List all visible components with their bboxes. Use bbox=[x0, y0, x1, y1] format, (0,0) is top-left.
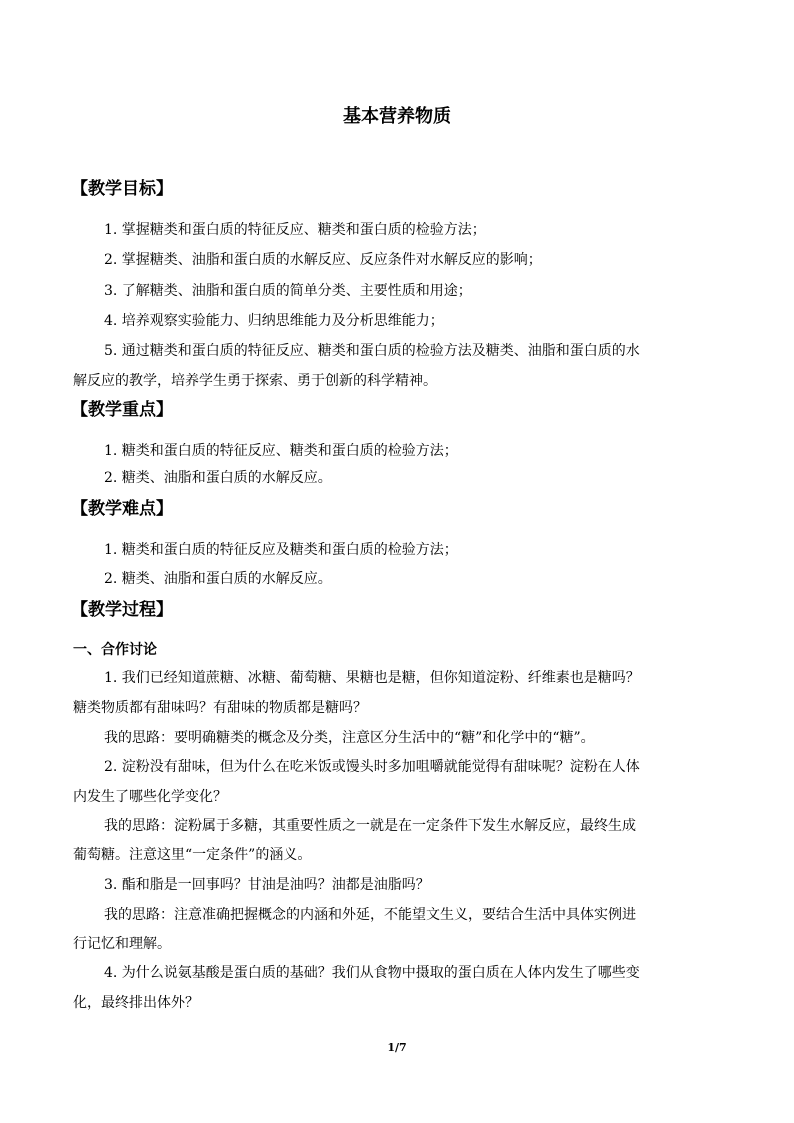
objective-item-1: 1. 掌握糖类和蛋白质的特征反应、糖类和蛋白质的检验方法； bbox=[104, 222, 486, 238]
section-heading-objectives: 【教学目标】 bbox=[71, 179, 173, 199]
process-line: 行记忆和理解。 bbox=[73, 936, 171, 952]
objective-item-2: 2. 掌握糖类、油脂和蛋白质的水解反应、反应条件对水解反应的影响； bbox=[104, 252, 542, 268]
process-line: 化，最终排出体外？ bbox=[73, 995, 199, 1011]
process-line: 1. 我们已经知道蔗糖、冰糖、葡萄糖、果糖也是糖，但你知道淀粉、纤维素也是糖吗？ bbox=[104, 670, 640, 686]
objective-item-3: 3. 了解糖类、油脂和蛋白质的简单分类、主要性质和用途； bbox=[104, 283, 472, 299]
key-point-item-1: 1. 糖类和蛋白质的特征反应、糖类和蛋白质的检验方法； bbox=[104, 443, 458, 459]
objective-item-5-continued: 解反应的教学，培养学生勇于探索、勇于创新的科学精神。 bbox=[73, 373, 437, 389]
process-line: 2. 淀粉没有甜味，但为什么在吃米饭或馒头时多加咀嚼就能觉得有甜味呢？淀粉在人体 bbox=[104, 759, 640, 775]
section-heading-key-points: 【教学重点】 bbox=[71, 400, 173, 420]
key-point-item-2: 2. 糖类、油脂和蛋白质的水解反应。 bbox=[104, 470, 332, 486]
process-line: 葡萄糖。注意这里“一定条件”的涵义。 bbox=[73, 847, 312, 863]
process-subheading: 一、合作讨论 bbox=[73, 642, 157, 658]
process-line: 我的思路：注意准确把握概念的内涵和外延，不能望文生义，要结合生活中具体实例进 bbox=[104, 907, 636, 923]
process-line: 我的思路：要明确糖类的概念及分类，注意区分生活中的“糖”和化学中的“糖”。 bbox=[104, 730, 595, 746]
difficulty-item-1: 1. 糖类和蛋白质的特征反应及糖类和蛋白质的检验方法； bbox=[104, 542, 458, 558]
process-line: 3. 酯和脂是一回事吗？甘油是油吗？油都是油脂吗？ bbox=[104, 877, 430, 893]
objective-item-5: 5. 通过糖类和蛋白质的特征反应、糖类和蛋白质的检验方法及糖类、油脂和蛋白质的水 bbox=[104, 343, 640, 359]
page-number: 1/7 bbox=[387, 1041, 407, 1054]
document-title: 基本营养物质 bbox=[343, 106, 451, 127]
objective-item-4: 4. 培养观察实验能力、归纳思维能力及分析思维能力； bbox=[104, 313, 444, 329]
process-line: 糖类物质都有甜味吗？有甜味的物质都是糖吗？ bbox=[73, 700, 367, 716]
process-line: 4. 为什么说氨基酸是蛋白质的基础？我们从食物中摄取的蛋白质在人体内发生了哪些变 bbox=[104, 965, 640, 981]
process-line: 内发生了哪些化学变化？ bbox=[73, 789, 227, 805]
section-heading-process: 【教学过程】 bbox=[71, 600, 173, 620]
difficulty-item-2: 2. 糖类、油脂和蛋白质的水解反应。 bbox=[104, 571, 332, 587]
section-heading-difficulties: 【教学难点】 bbox=[71, 499, 173, 519]
process-line: 我的思路：淀粉属于多糖，其重要性质之一就是在一定条件下发生水解反应，最终生成 bbox=[104, 818, 636, 834]
